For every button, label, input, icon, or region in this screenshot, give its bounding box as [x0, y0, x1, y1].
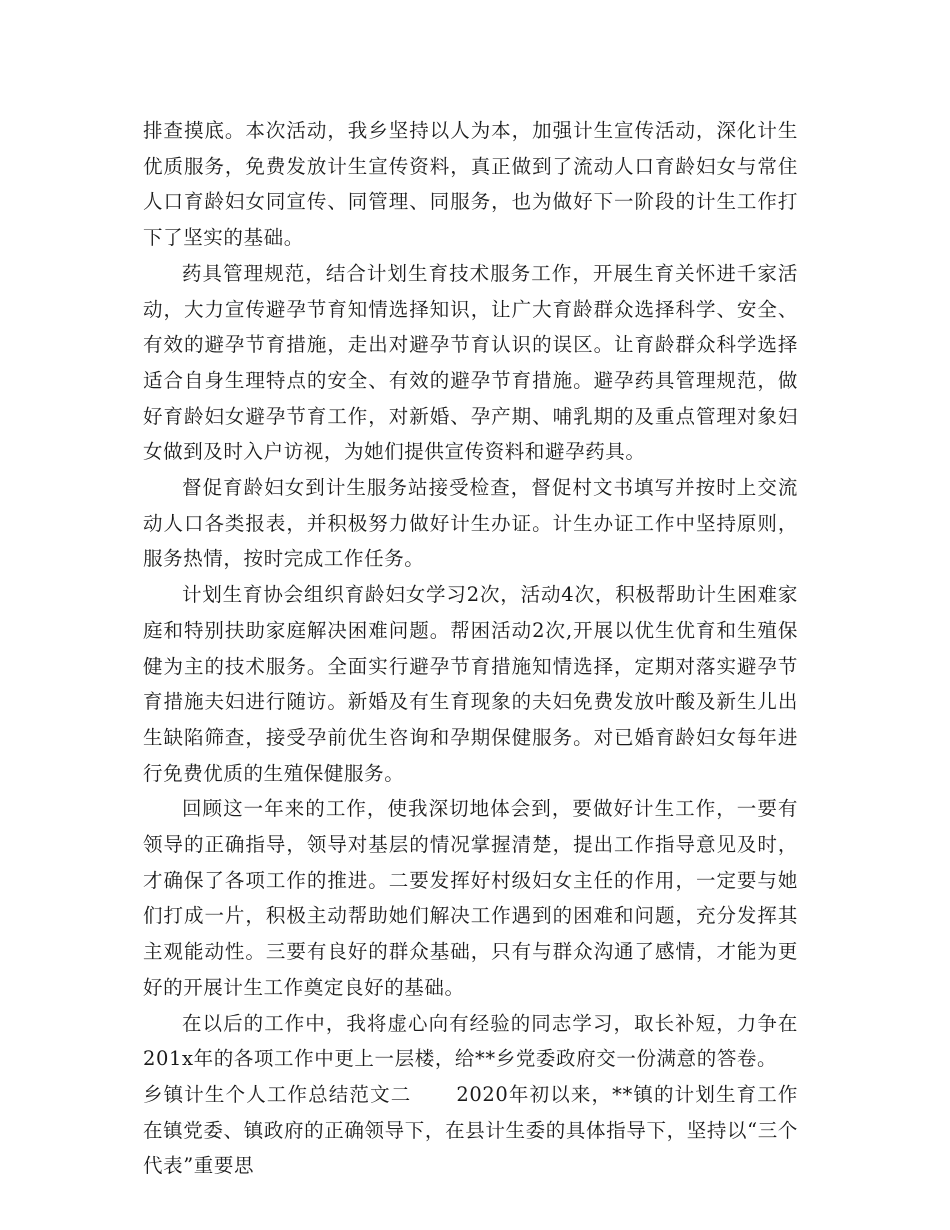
paragraph-6: 在以后的工作中，我将虚心向有经验的同志学习，取长补短，力争在201x年的各项工作中更上一层楼，给**乡党委政府交一份满意的答卷。	[143, 1011, 798, 1071]
section-paragraph	[143, 1077, 798, 1184]
paragraph-2: 药具管理规范，结合计划生育技术服务工作，开展生育关怀进千家活动，大力宣传避孕节育知情选择知识，让广大育龄群众选择科学、安全、有效的避孕节育措施，走出对避孕节育认识的误区。让育龄群众科学选择适合自身生理特点的安全、有效的避孕节育措施。避孕药具管理规范，做好育龄妇女避孕节育工作，对新婚、孕产期、哺乳期的及重点管理对象妇女做到及时入户访视，为她们提供宣传资料和避孕药具。	[143, 261, 798, 464]
paragraph-4: 计划生育协会组织育龄妇女学习2次，活动4次，积极帮助计生困难家庭和特别扶助家庭解决困难问题。帮困活动2次,开展以优生优育和生殖保健为主的技术服务。全面实行避孕节育措施知情选择，定期对落实避孕节育措施夫妇进行随访。新婚及有生育现象的夫妇免费发放叶酸及新生儿出生缺陷筛查，接受孕前优生咨询和孕期保健服务。对已婚育龄妇女每年进行免费优质的生殖保健服务。	[143, 583, 798, 785]
paragraph-5: 回顾这一年来的工作，使我深切地体会到，要做好计生工作，一要有领导的正确指导，领导对基层的情况掌握清楚，提出工作指导意见及时，才确保了各项工作的推进。二要发挥好村级妇女主任的作用，一定要与她们打成一片，积极主动帮助她们解决工作遇到的困难和问题，充分发挥其主观能动性。三要有良好的群众基础，只有与群众沟通了感情，才能为更好的开展计生工作奠定良好的基础。	[143, 797, 798, 999]
paragraph-1: 排查摸底。本次活动，我乡坚持以人为本，加强计生宣传活动，深化计生优质服务，免费发放计生宣传资料，真正做到了流动人口育龄妇女与常住人口育龄妇女同宣传、同管理、同服务，也为做好下一阶段的计生工作打下了坚实的基础。	[143, 119, 798, 250]
section-title: 乡镇计生个人工作总结范文二	[143, 1082, 412, 1106]
section-text: 2020年初以来，**镇的计划生育工作在镇党委、镇政府的正确领导下，在县计生委的具体指导下，坚持以“三个代表”重要思	[143, 1082, 798, 1178]
paragraph-3: 督促育龄妇女到计生服务站接受检查，督促村文书填写并按时上交流动人口各类报表，并积极努力做好计生办证。计生办证工作中坚持原则，服务热情，按时完成工作任务。	[143, 476, 798, 571]
document-body	[143, 113, 798, 1184]
